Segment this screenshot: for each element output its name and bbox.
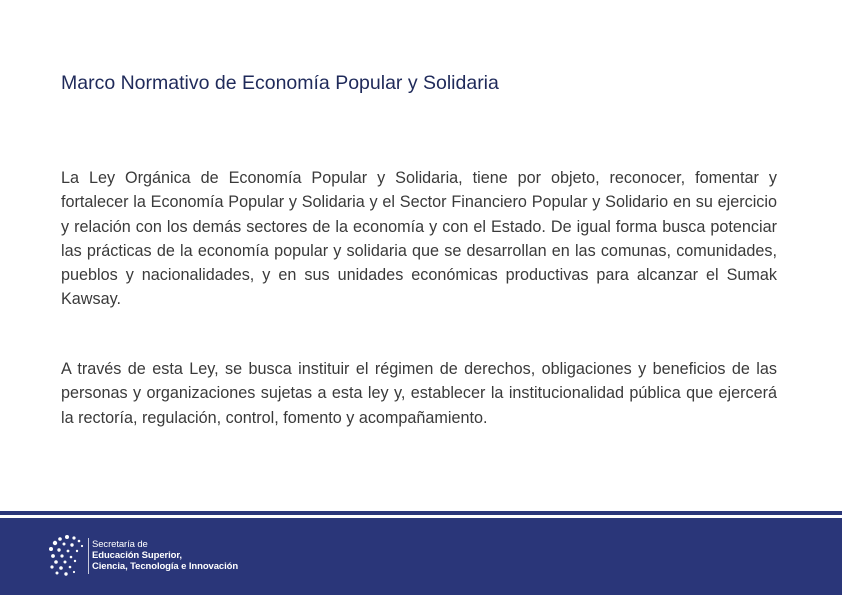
footer-stripe: [0, 511, 842, 515]
institution-name: [92, 539, 238, 572]
paragraph-regimen: A través de esta Ley, se busca instituir el régimen de derechos, obligaciones y beneficios de las personas y organizaciones sujetas a esta ley y, establecer la institucionalidad pública que ejercerá la rectoría, regulación, control, fomento y acompañamiento.: [61, 360, 777, 427]
institution-line-3: Ciencia, Tecnología e Innovación: [92, 561, 239, 572]
senescyt-logo-icon: [47, 534, 87, 578]
page-title: Marco Normativo de Economía Popular y Solidaria: [61, 72, 499, 94]
institution-line-1: Secretaría de: [92, 539, 148, 550]
logo-divider: [88, 538, 89, 574]
paragraph-objeto: La Ley Orgánica de Economía Popular y Solidaria, tiene por objeto, reconocer, fomentar y fortalecer la Economía Popular y Solidaria y el Sector Financiero Popular y Solidario en su ejercicio y relación con los demás sectores de la economía y con el Estado. De igual forma busca potenciar las prácticas de la economía popular y solidaria que se desarrollan en las comunas, comunidades, pueblos y nacionalidades, y en sus unidades económicas productivas para alcanzar el Sumak Kawsay.: [61, 169, 777, 309]
institution-line-2: Educación Superior,: [92, 550, 182, 561]
